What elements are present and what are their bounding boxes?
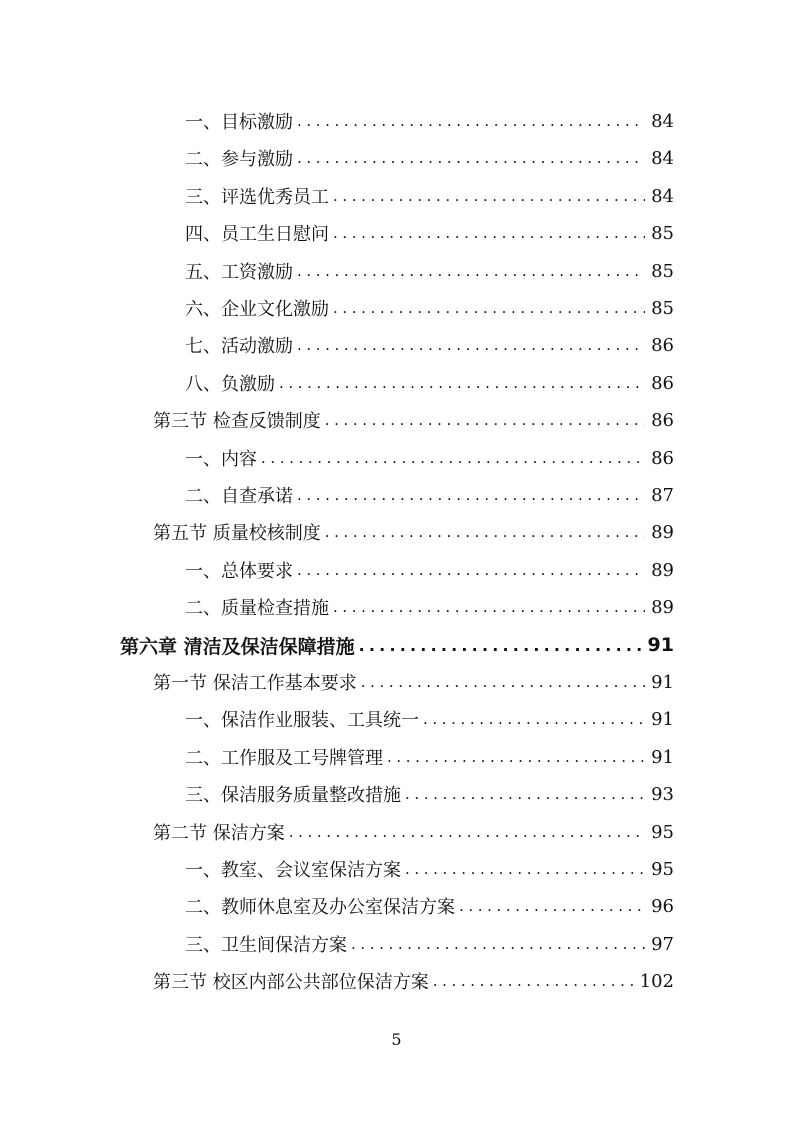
toc-subsection-entry[interactable] — [185, 742, 674, 772]
toc-entry-page: 89 — [651, 559, 674, 581]
toc-entry-page: 93 — [651, 783, 674, 805]
page-number: 5 — [391, 1030, 402, 1049]
toc-subsection-entry[interactable] — [185, 704, 674, 734]
toc-entry-page: 91 — [651, 708, 674, 730]
toc-entry-title: 第二节 保洁方案 — [153, 823, 285, 844]
toc-entry-page: 91 — [647, 634, 674, 656]
toc-section-entry[interactable] — [153, 817, 674, 847]
toc-dot-leader — [333, 299, 645, 317]
toc-entry-page: 87 — [651, 484, 674, 506]
toc-subsection-entry[interactable] — [185, 555, 674, 585]
toc-entry-page: 85 — [651, 222, 674, 244]
toc-dot-leader — [297, 561, 645, 579]
toc-entry-title: 一、保洁作业服装、工具统一 — [185, 710, 419, 731]
toc-dot-leader — [325, 523, 645, 541]
toc-dot-leader — [297, 336, 645, 354]
toc-section-entry[interactable] — [153, 667, 674, 697]
toc-entry-title: 二、参与激励 — [185, 149, 293, 170]
toc-dot-leader — [387, 748, 645, 766]
toc-subsection-entry[interactable] — [185, 592, 674, 622]
toc-dot-leader — [333, 598, 645, 616]
toc-entry-page: 86 — [651, 334, 674, 356]
toc-entry-title: 二、教师休息室及办公室保洁方案 — [185, 897, 455, 918]
toc-subsection-entry[interactable] — [185, 929, 674, 959]
toc-dot-leader — [405, 860, 645, 878]
toc-section-entry[interactable] — [153, 405, 674, 435]
toc-entry-page: 97 — [651, 933, 674, 955]
toc-subsection-entry[interactable] — [185, 368, 674, 398]
toc-entry-title: 第五节 质量校核制度 — [153, 523, 321, 544]
toc-dot-leader — [297, 486, 645, 504]
toc-dot-leader — [297, 112, 645, 130]
toc-entry-page: 86 — [651, 372, 674, 394]
toc-entry-page: 89 — [651, 596, 674, 618]
toc-entry-title: 三、卫生间保洁方案 — [185, 935, 347, 956]
toc-entry-title: 一、教室、会议室保洁方案 — [185, 860, 401, 881]
toc-entry-page: 102 — [639, 970, 674, 992]
toc-subsection-entry[interactable] — [185, 143, 674, 173]
toc-entry-title: 第六章 清洁及保洁保障措施 — [120, 635, 355, 658]
toc-subsection-entry[interactable] — [185, 106, 674, 136]
toc-dot-leader — [333, 224, 645, 242]
toc-dot-leader — [289, 823, 645, 841]
toc-entry-page: 84 — [651, 110, 674, 132]
toc-dot-leader — [261, 449, 645, 467]
toc-dot-leader — [433, 972, 634, 990]
toc-entry-page: 89 — [651, 521, 674, 543]
toc-entry-page: 91 — [651, 746, 674, 768]
toc-entry-title: 第一节 保洁工作基本要求 — [153, 673, 357, 694]
toc-subsection-entry[interactable] — [185, 293, 674, 323]
toc-entry-title: 二、自查承诺 — [185, 486, 293, 507]
toc-entry-page: 86 — [651, 447, 674, 469]
toc-dot-leader — [279, 374, 645, 392]
toc-section-entry[interactable] — [153, 966, 674, 996]
toc-subsection-entry[interactable] — [185, 891, 674, 921]
toc-dot-leader — [325, 411, 645, 429]
toc-subsection-entry[interactable] — [185, 218, 674, 248]
toc-entry-title: 第三节 检查反馈制度 — [153, 411, 321, 432]
toc-entry-title: 八、负激励 — [185, 374, 275, 395]
toc-dot-leader — [361, 673, 645, 691]
toc-entry-page: 96 — [651, 895, 674, 917]
toc-dot-leader — [359, 636, 642, 655]
toc-entry-page: 84 — [651, 147, 674, 169]
toc-subsection-entry[interactable] — [185, 779, 674, 809]
toc-entry-title: 六、企业文化激励 — [185, 299, 329, 320]
toc-dot-leader — [333, 187, 645, 205]
toc-dot-leader — [297, 149, 645, 167]
toc-entry-title: 一、总体要求 — [185, 561, 293, 582]
toc-dot-leader — [297, 262, 645, 280]
toc-entry-title: 五、工资激励 — [185, 262, 293, 283]
toc-entry-title: 二、工作服及工号牌管理 — [185, 748, 383, 769]
toc-entry-title: 第三节 校区内部公共部位保洁方案 — [153, 972, 429, 993]
toc-entry-title: 一、目标激励 — [185, 112, 293, 133]
toc-dot-leader — [459, 897, 645, 915]
toc-entry-title: 三、评选优秀员工 — [185, 187, 329, 208]
toc-subsection-entry[interactable] — [185, 256, 674, 286]
toc-entry-page: 86 — [651, 409, 674, 431]
toc-dot-leader — [423, 710, 645, 728]
toc-entry-title: 四、员工生日慰问 — [185, 224, 329, 245]
toc-dot-leader — [351, 935, 645, 953]
toc-entry-page: 84 — [651, 185, 674, 207]
toc-subsection-entry[interactable] — [185, 854, 674, 884]
toc-dot-leader — [405, 785, 645, 803]
toc-entry-title: 三、保洁服务质量整改措施 — [185, 785, 401, 806]
toc-subsection-entry[interactable] — [185, 443, 674, 473]
toc-subsection-entry[interactable] — [185, 330, 674, 360]
toc-entry-page: 91 — [651, 671, 674, 693]
toc-section-entry[interactable] — [153, 517, 674, 547]
toc-entry-page: 85 — [651, 260, 674, 282]
toc-subsection-entry[interactable] — [185, 480, 674, 510]
toc-entry-title: 一、内容 — [185, 449, 257, 470]
toc-entry-title: 二、质量检查措施 — [185, 598, 329, 619]
toc-chapter-entry[interactable] — [120, 630, 674, 660]
toc-subsection-entry[interactable] — [185, 181, 674, 211]
toc-entry-page: 95 — [651, 858, 674, 880]
toc-entry-page: 85 — [651, 297, 674, 319]
toc-entry-page: 95 — [651, 821, 674, 843]
toc-entry-title: 七、活动激励 — [185, 336, 293, 357]
